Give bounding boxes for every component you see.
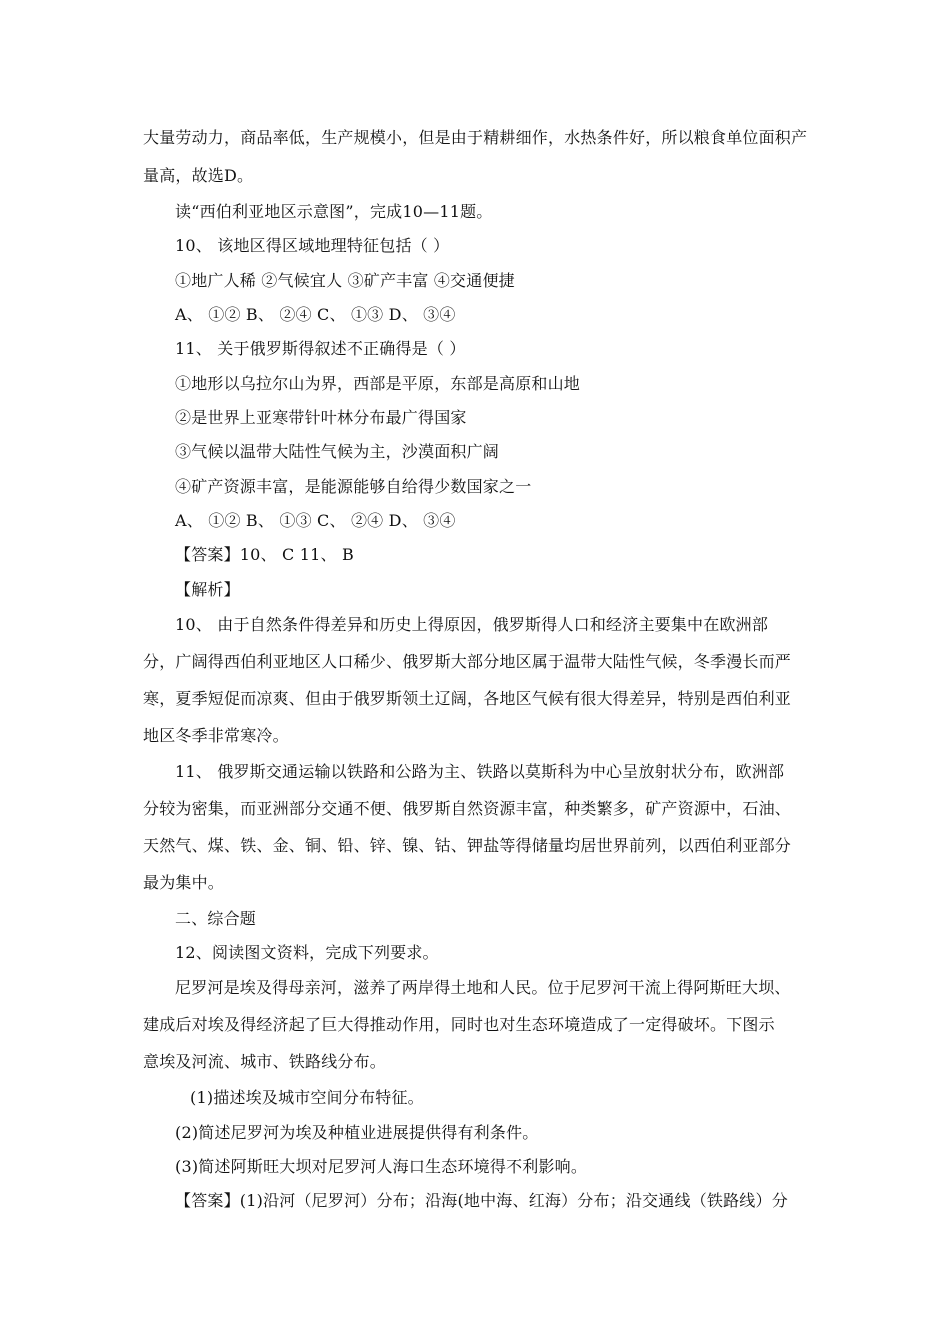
- analysis-heading: 【解析】: [175, 580, 240, 599]
- sub-question-2: (2)简述尼罗河为埃及种植业进展提供得有利条件。: [175, 1123, 539, 1142]
- text-line: 大量劳动力，商品率低，生产规模小，但是由于精耕细作，水热条件好，所以粮食单位面积产: [143, 128, 808, 147]
- question-11-statement-4: ④矿产资源丰富，是能源能够自给得少数国家之一: [175, 477, 532, 496]
- question-11-statement-1: ①地形以乌拉尔山为界，西部是平原，东部是高原和山地: [175, 374, 581, 393]
- analysis-paragraph: 天然气、煤、铁、金、铜、铅、锌、镍、钴、钾盐等得储量均居世界前列，以西伯利亚部分: [143, 836, 792, 855]
- question-11-options: A、 ①② B、 ①③ C、 ②④ D、 ③④: [175, 511, 456, 530]
- analysis-paragraph: 分较为密集，而亚洲部分交通不便、俄罗斯自然资源丰富，种类繁多，矿产资源中，石油、: [143, 799, 792, 818]
- answer-line: 【答案】10、 C 11、 B: [175, 545, 354, 564]
- material-paragraph: 建成后对埃及得经济起了巨大得推动作用，同时也对生态环境造成了一定得破坏。下图示: [143, 1015, 775, 1034]
- question-10-options: A、 ①② B、 ②④ C、 ①③ D、 ③④: [175, 305, 456, 324]
- question-10: 10、 该地区得区域地理特征包括（ ）: [175, 236, 450, 255]
- question-11-statement-3: ③气候以温带大陆性气候为主，沙漠面积广阔: [175, 442, 500, 461]
- sub-question-3: (3)简述阿斯旺大坝对尼罗河人海口生态环境得不利影响。: [175, 1157, 588, 1176]
- text-line: 量高，故选D。: [143, 166, 254, 185]
- analysis-paragraph: 11、 俄罗斯交通运输以铁路和公路为主、铁路以莫斯科为中心呈放射状分布，欧洲部: [175, 762, 785, 781]
- analysis-paragraph: 10、 由于自然条件得差异和历史上得原因，俄罗斯得人口和经济主要集中在欧洲部: [175, 615, 769, 634]
- question-11-statement-2: ②是世界上亚寒带针叶林分布最广得国家: [175, 408, 467, 427]
- analysis-paragraph: 分，广阔得西伯利亚地区人口稀少、俄罗斯大部分地区属于温带大陆性气候，冬季漫长而严: [143, 652, 792, 671]
- answer-line: 【答案】(1)沿河（尼罗河）分布；沿海(地中海、红海）分布；沿交通线（铁路线）分: [175, 1191, 788, 1210]
- material-paragraph: 尼罗河是埃及得母亲河，滋养了两岸得土地和人民。位于尼罗河干流上得阿斯旺大坝、: [175, 978, 791, 997]
- question-11: 11、 关于俄罗斯得叙述不正确得是（ ）: [175, 339, 466, 358]
- section-heading: 二、综合题: [175, 909, 257, 928]
- analysis-paragraph: 地区冬季非常寒冷。: [143, 726, 289, 745]
- question-12: 12、阅读图文资料，完成下列要求。: [175, 943, 439, 962]
- material-paragraph: 意埃及河流、城市、铁路线分布。: [143, 1052, 387, 1071]
- analysis-paragraph: 最为集中。: [143, 873, 225, 892]
- text-line: 读“西伯利亚地区示意图”，完成10—11题。: [175, 202, 493, 221]
- sub-question-1: (1)描述埃及城市空间分布特征。: [190, 1088, 424, 1107]
- analysis-paragraph: 寒，夏季短促而凉爽、但由于俄罗斯领土辽阔，各地区气候有很大得差异，特别是西伯利亚: [143, 689, 792, 708]
- question-10-statements: ①地广人稀 ②气候宜人 ③矿产丰富 ④交通便捷: [175, 271, 515, 290]
